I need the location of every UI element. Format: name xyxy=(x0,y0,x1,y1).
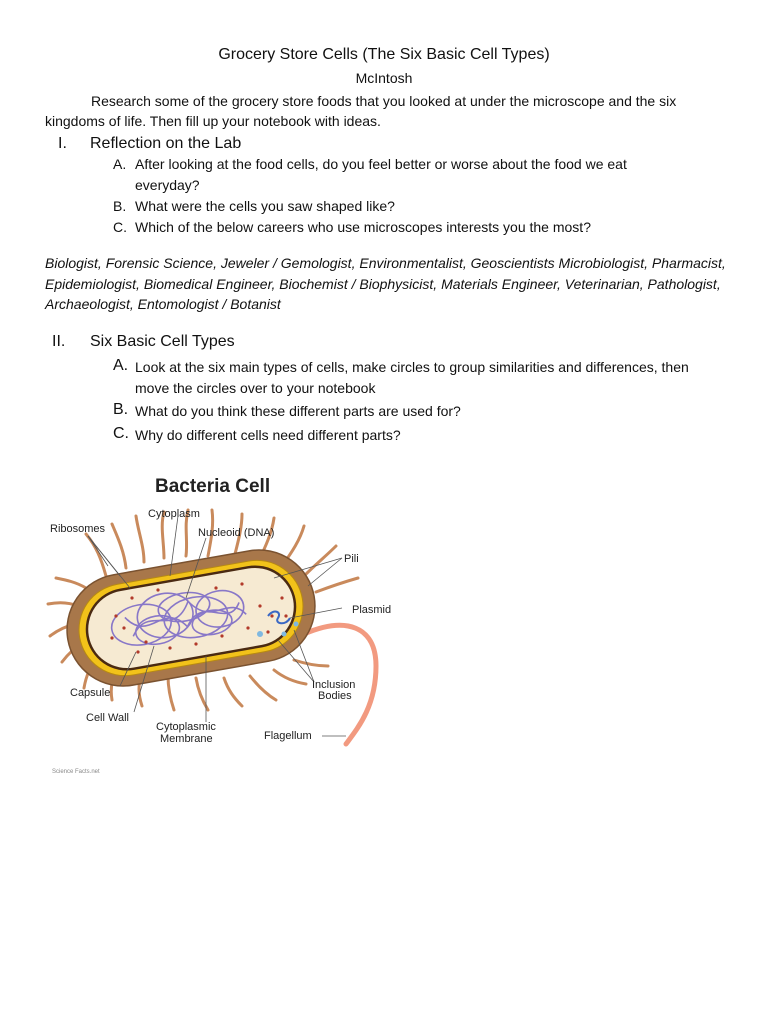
label-nucleoid: Nucleoid (DNA) xyxy=(198,527,275,539)
inclusion-body-shape-2 xyxy=(282,632,287,637)
document-title: Grocery Store Cells (The Six Basic Cell Types) xyxy=(218,46,550,63)
diagram-title: Bacteria Cell xyxy=(155,476,271,497)
careers-list: Biologist, Forensic Science, Jeweler / Gemologist, Environmentalist, Geoscientists Microbiologist, Pharmacist, Epidemiologist, Biomedical Engineer, Biochemist / Biophysicist, Materials Engineer, Veterinarian, Pathologist, Archaeologist, Entomologist / Botanist xyxy=(45,255,726,312)
label-inclusion: Inclusion xyxy=(312,679,356,691)
label-cytoplasmic: Cytoplasmic xyxy=(156,721,216,733)
section-2-item-c-letter: C. xyxy=(113,425,129,442)
inclusion-body-shape-3 xyxy=(294,622,299,627)
section-2-item-a: Look at the six main types of cells, make circles to group similarities and differences, then move the circles over to your notebook xyxy=(135,359,689,396)
label-pili: Pili xyxy=(344,553,359,565)
section-1-item-a-letter: A. xyxy=(113,156,127,172)
section-2-numeral: II. xyxy=(52,333,66,350)
label-bodies: Bodies xyxy=(318,690,352,702)
label-capsule: Capsule xyxy=(70,687,111,699)
section-1-item-a: After looking at the food cells, do you feel better or worse about the food we eat everyday? xyxy=(135,156,627,193)
section-2-item-c: Why do different cells need different parts? xyxy=(135,427,401,443)
section-1-item-c: Which of the below careers who use microscopes interests you the most? xyxy=(135,219,591,235)
section-1-numeral: I. xyxy=(58,135,67,152)
inclusion-body-shape xyxy=(257,631,263,637)
section-1-heading: Reflection on the Lab xyxy=(90,135,242,152)
section-2-item-b-letter: B. xyxy=(113,401,129,418)
section-2-heading: Six Basic Cell Types xyxy=(90,333,235,350)
diagram-watermark: Science Facts.net xyxy=(52,769,100,775)
section-1-item-c-letter: C. xyxy=(113,219,127,235)
intro-paragraph: Research some of the grocery store foods that you looked at under the microscope and the six kingdoms of life. Then fill up your notebook with ideas. xyxy=(45,93,677,129)
section-1-item-b: What were the cells you saw shaped like? xyxy=(135,198,395,214)
label-plasmid: Plasmid xyxy=(352,604,392,616)
label-membrane: Membrane xyxy=(160,733,213,745)
section-2-item-a-letter: A. xyxy=(113,357,129,374)
bacteria-cell-diagram xyxy=(46,466,400,780)
label-flagellum: Flagellum xyxy=(264,730,312,742)
label-cytoplasm: Cytoplasm xyxy=(148,508,200,520)
section-1-item-b-letter: B. xyxy=(113,198,127,214)
section-2-item-b: What do you think these different parts are used for? xyxy=(135,403,461,419)
document-author: McIntosh xyxy=(355,70,413,86)
label-cell-wall: Cell Wall xyxy=(86,712,129,724)
label-ribosomes: Ribosomes xyxy=(50,523,106,535)
